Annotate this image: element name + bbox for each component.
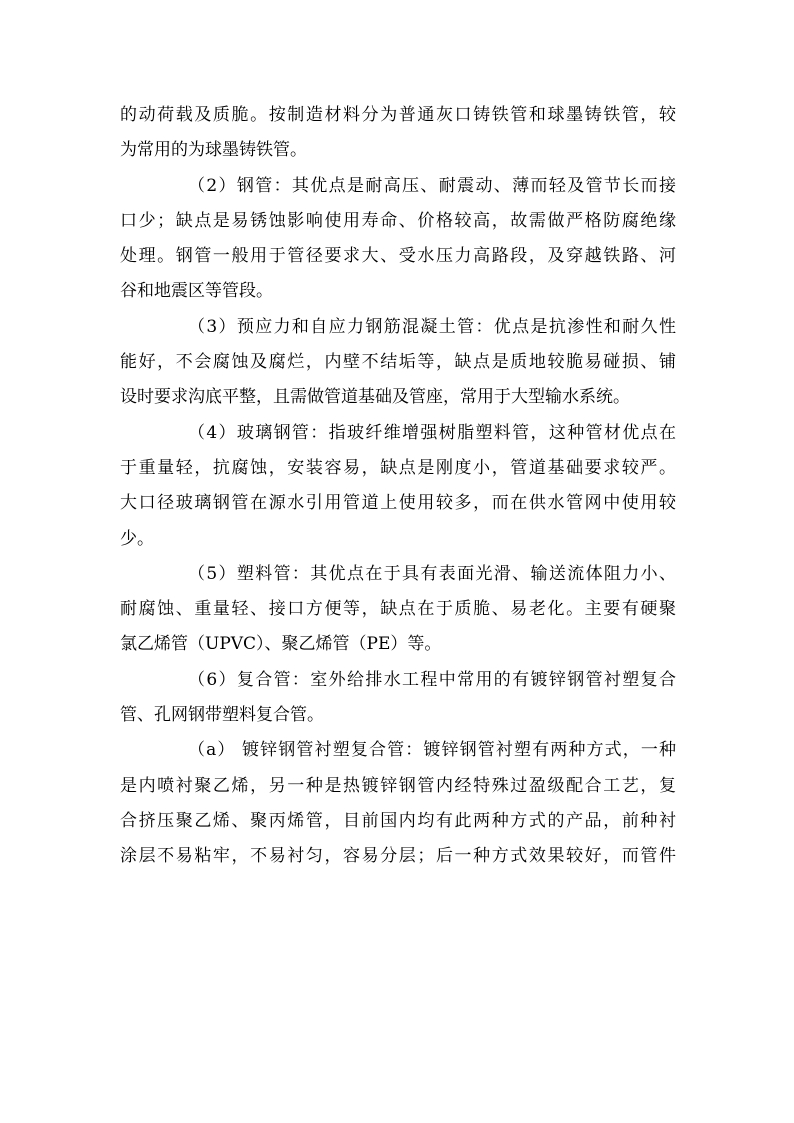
text-line: 氯乙烯管（UPVC）、聚乙烯管（PE）等。 bbox=[120, 634, 442, 655]
paragraph-start-line: （6）复合管：室外给排水工程中常用的有镀锌钢管衬塑复合 bbox=[188, 669, 676, 690]
text-line: 少。 bbox=[120, 528, 154, 549]
paragraph-start-line: （5）塑料管：其优点在于具有表面光滑、输送流体阻力小、 bbox=[188, 563, 676, 584]
text-line: 能好，不会腐蚀及腐烂，内壁不结垢等，缺点是质地较脆易碰损、铺 bbox=[120, 352, 676, 373]
text-line: 处理。钢管一般用于管径要求大、受水压力高路段，及穿越铁路、河 bbox=[120, 246, 676, 267]
text-line: 管、孔网钢带塑料复合管。 bbox=[120, 705, 324, 726]
text-line: 大口径玻璃钢管在源水引用管道上使用较多，而在供水管网中使用较 bbox=[120, 493, 676, 514]
text-line: 为常用的为球墨铸铁管。 bbox=[120, 140, 307, 161]
paragraph-start-line: （4）玻璃钢管：指玻纤维增强树脂塑料管，这种管材优点在 bbox=[188, 422, 676, 443]
document-page bbox=[120, 98, 676, 875]
text-line: 于重量轻，抗腐蚀，安装容易，缺点是刚度小，管道基础要求较严。 bbox=[120, 457, 676, 478]
text-line: 设时要求沟底平整，且需做管道基础及管座，常用于大型输水系统。 bbox=[120, 387, 630, 408]
paragraph-start-line: （a） 镀锌钢管衬塑复合管：镀锌钢管衬塑有两种方式，一种 bbox=[188, 740, 676, 761]
paragraph-start-line: （3）预应力和自应力钢筋混凝土管：优点是抗渗性和耐久性 bbox=[188, 316, 676, 337]
paragraph-start-line: （2）钢管：其优点是耐高压、耐震动、薄而轻及管节长而接 bbox=[188, 175, 676, 196]
text-line: 谷和地震区等管段。 bbox=[120, 281, 273, 302]
text-line: 是内喷衬聚乙烯，另一种是热镀锌钢管内经特殊过盈级配合工艺，复 bbox=[120, 775, 676, 796]
text-line: 的动荷载及质脆。按制造材料分为普通灰口铸铁管和球墨铸铁管，较 bbox=[120, 105, 676, 125]
text-line: 涂层不易粘牢，不易衬匀，容易分层；后一种方式效果较好，而管件 bbox=[120, 846, 676, 867]
text-line: 耐腐蚀、重量轻、接口方便等，缺点在于质脆、易老化。主要有硬聚 bbox=[120, 599, 676, 620]
text-line: 合挤压聚乙烯、聚丙烯管，目前国内均有此两种方式的产品，前种衬 bbox=[120, 810, 676, 831]
text-line: 口少；缺点是易锈蚀影响使用寿命、价格较高，故需做严格防腐绝缘 bbox=[120, 210, 676, 231]
